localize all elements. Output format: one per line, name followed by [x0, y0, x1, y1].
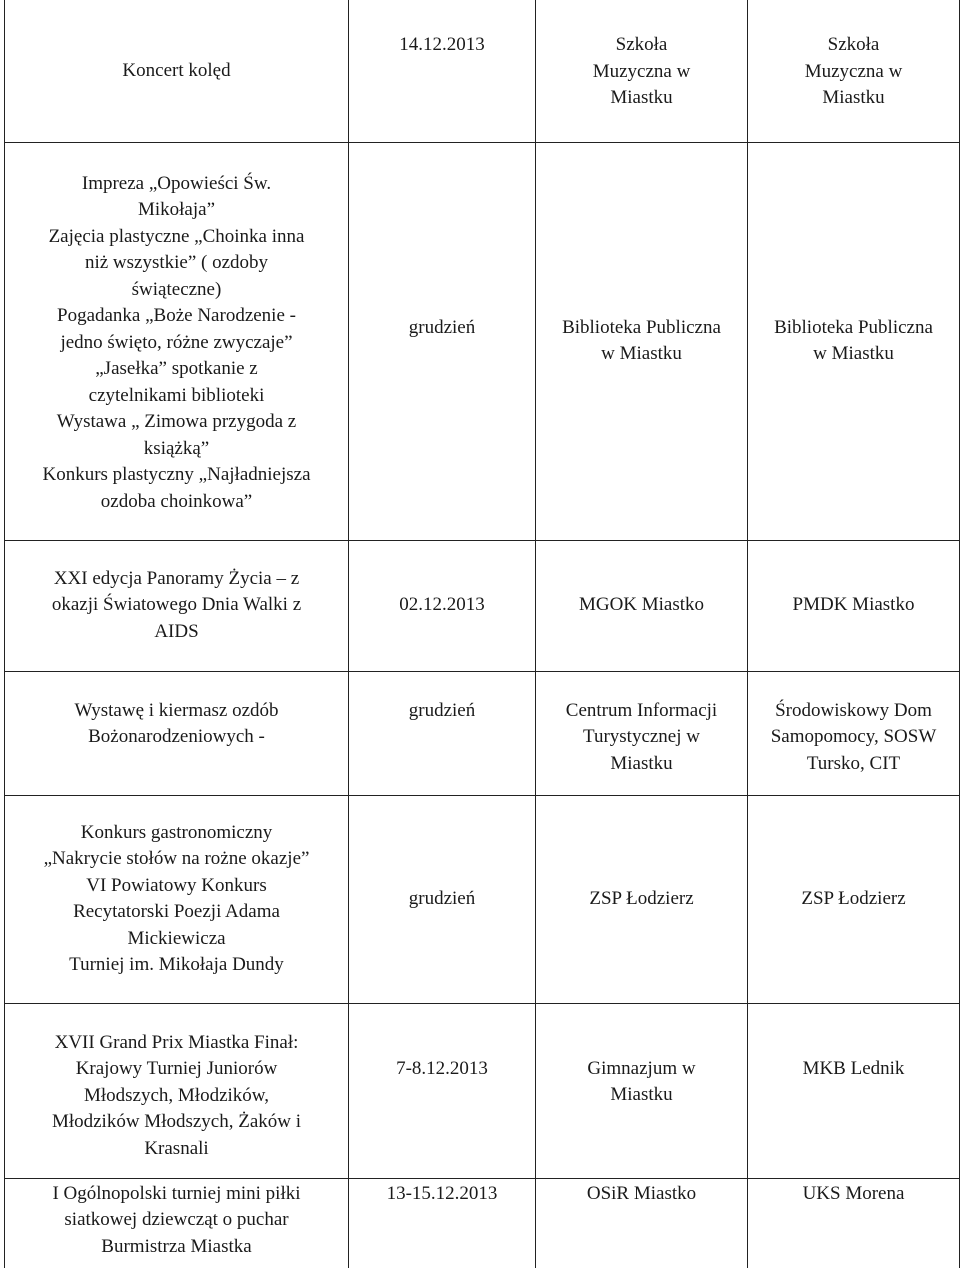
organizer-line: w Miastku: [813, 343, 894, 364]
event-line: Mikołaja”: [137, 199, 216, 220]
place-line: ZSP Łodzierz: [589, 887, 694, 909]
date-cell: [349, 1003, 536, 1178]
date-text: grudzień: [408, 316, 476, 338]
event-line: Młodszych, Młodzików,: [83, 1084, 270, 1106]
organizer-line: ZSP Łodzierz: [801, 887, 906, 909]
event-line: VI Powiatowy Konkurs: [86, 874, 267, 896]
place-line: Centrum Informacji: [565, 699, 718, 721]
event-line: świąteczne): [131, 278, 222, 300]
event-line: I Ogólnopolski turniej mini piłki: [52, 1182, 301, 1204]
date-cell: [349, 0, 536, 142]
table-row: [5, 0, 960, 142]
organizer-cell: [748, 142, 960, 540]
event-line: XXI edycja Panoramy Życia – z: [53, 567, 300, 589]
event-line: czytelnikami biblioteki: [88, 384, 265, 406]
date-cell: [349, 671, 536, 795]
event-line: Konkurs plastyczny „Najładniejsza: [42, 464, 311, 485]
event-cell: [5, 540, 349, 671]
organizer-cell: [748, 1003, 960, 1178]
date-cell: [349, 142, 536, 540]
organizer-cell: [748, 795, 960, 1003]
place-line: Szkoła: [615, 34, 668, 55]
organizer-line: Środowiskowy Dom: [775, 699, 932, 721]
event-line: Impreza „Opowieści Św.: [81, 172, 272, 194]
event-line: Koncert kolęd: [122, 59, 231, 81]
event-line: „Jasełka” spotkanie z: [95, 358, 258, 379]
table-row: [5, 795, 960, 1003]
event-line: Młodzików Młodszych, Żaków i: [51, 1111, 302, 1132]
event-line: „Nakrycie stołów na rożne okazje”: [43, 848, 310, 869]
organizer-line: Muzyczna w: [804, 60, 903, 82]
place-line: Turystycznej w: [583, 726, 700, 747]
organizer-line: Biblioteka Publiczna: [774, 316, 933, 338]
place-line: MGOK Miastko: [578, 594, 705, 616]
organizer-line: PMDK Miastko: [792, 594, 915, 616]
event-cell: [5, 1003, 349, 1178]
event-line: Burmistrza Miastka: [101, 1235, 252, 1257]
table-row: [5, 1003, 960, 1178]
event-line: Zajęcia plastyczne „Choinka inna: [48, 225, 305, 247]
place-line: OSiR Miastko: [586, 1182, 697, 1204]
place-line: Biblioteka Publiczna: [562, 316, 721, 338]
table-row: [5, 671, 960, 795]
organizer-cell: [748, 671, 960, 795]
event-line: Wystawa „ Zimowa przygoda z: [56, 411, 297, 432]
organizer-line: MKB Lednik: [802, 1057, 905, 1079]
place-cell: [536, 0, 748, 142]
event-line: Konkurs gastronomiczny: [80, 821, 273, 843]
event-line: Krajowy Turniej Juniorów: [75, 1058, 278, 1079]
organizer-line: Samopomocy, SOSW: [770, 726, 937, 747]
date-text: grudzień: [408, 699, 476, 721]
table-row: [5, 540, 960, 671]
date-cell: [349, 540, 536, 671]
place-cell: [536, 671, 748, 795]
event-line: Bożonarodzeniowych -: [88, 726, 265, 747]
event-line: niż wszystkie” ( ozdoby: [84, 252, 269, 273]
event-cell: [5, 0, 349, 142]
table-row: [5, 1178, 960, 1268]
event-cell: [5, 795, 349, 1003]
event-line: jedno święto, różne zwyczaje”: [60, 331, 293, 353]
event-line: Recytatorski Poezji Adama: [73, 901, 280, 922]
place-line: Miastku: [610, 1084, 673, 1105]
event-line: okazji Światowego Dnia Walki z: [51, 594, 302, 616]
date-text: 7-8.12.2013: [396, 1057, 488, 1079]
place-cell: [536, 1003, 748, 1178]
place-line: Gimnazjum w: [587, 1057, 696, 1079]
place-line: w Miastku: [601, 343, 682, 364]
date-text: grudzień: [408, 887, 476, 909]
table-row: [5, 142, 960, 540]
event-cell: [5, 1178, 349, 1268]
event-line: książką”: [143, 437, 210, 459]
events-table: [4, 0, 960, 1268]
organizer-line: Szkoła: [827, 34, 880, 55]
event-line: ozdoba choinkowa”: [100, 490, 253, 512]
event-cell: [5, 142, 349, 540]
organizer-line: UKS Morena: [802, 1182, 905, 1204]
organizer-cell: [748, 540, 960, 671]
event-line: XVII Grand Prix Miastka Finał:: [54, 1031, 299, 1053]
organizer-cell: [748, 0, 960, 142]
place-line: Muzyczna w: [592, 60, 691, 82]
date-cell: [349, 795, 536, 1003]
event-line: Mickiewicza: [127, 927, 226, 949]
date-cell: [349, 1178, 536, 1268]
event-line: siatkowej dziewcząt o puchar: [64, 1209, 289, 1230]
organizer-line: Tursko, CIT: [806, 752, 901, 774]
place-line: Miastku: [610, 87, 673, 108]
place-cell: [536, 142, 748, 540]
place-cell: [536, 1178, 748, 1268]
date-text: 14.12.2013: [399, 34, 485, 55]
organizer-line: Miastku: [822, 87, 885, 108]
event-line: Pogadanka „Boże Narodzenie -: [57, 305, 296, 326]
event-line: Turniej im. Mikołaja Dundy: [69, 954, 284, 975]
place-line: Miastku: [610, 752, 673, 774]
date-text: 02.12.2013: [399, 594, 485, 616]
event-line: Krasnali: [144, 1137, 209, 1159]
place-cell: [536, 540, 748, 671]
date-text: 13-15.12.2013: [386, 1182, 498, 1204]
organizer-cell: [748, 1178, 960, 1268]
event-line: Wystawę i kiermasz ozdób: [74, 699, 279, 721]
event-cell: [5, 671, 349, 795]
event-line: AIDS: [154, 620, 199, 642]
place-cell: [536, 795, 748, 1003]
